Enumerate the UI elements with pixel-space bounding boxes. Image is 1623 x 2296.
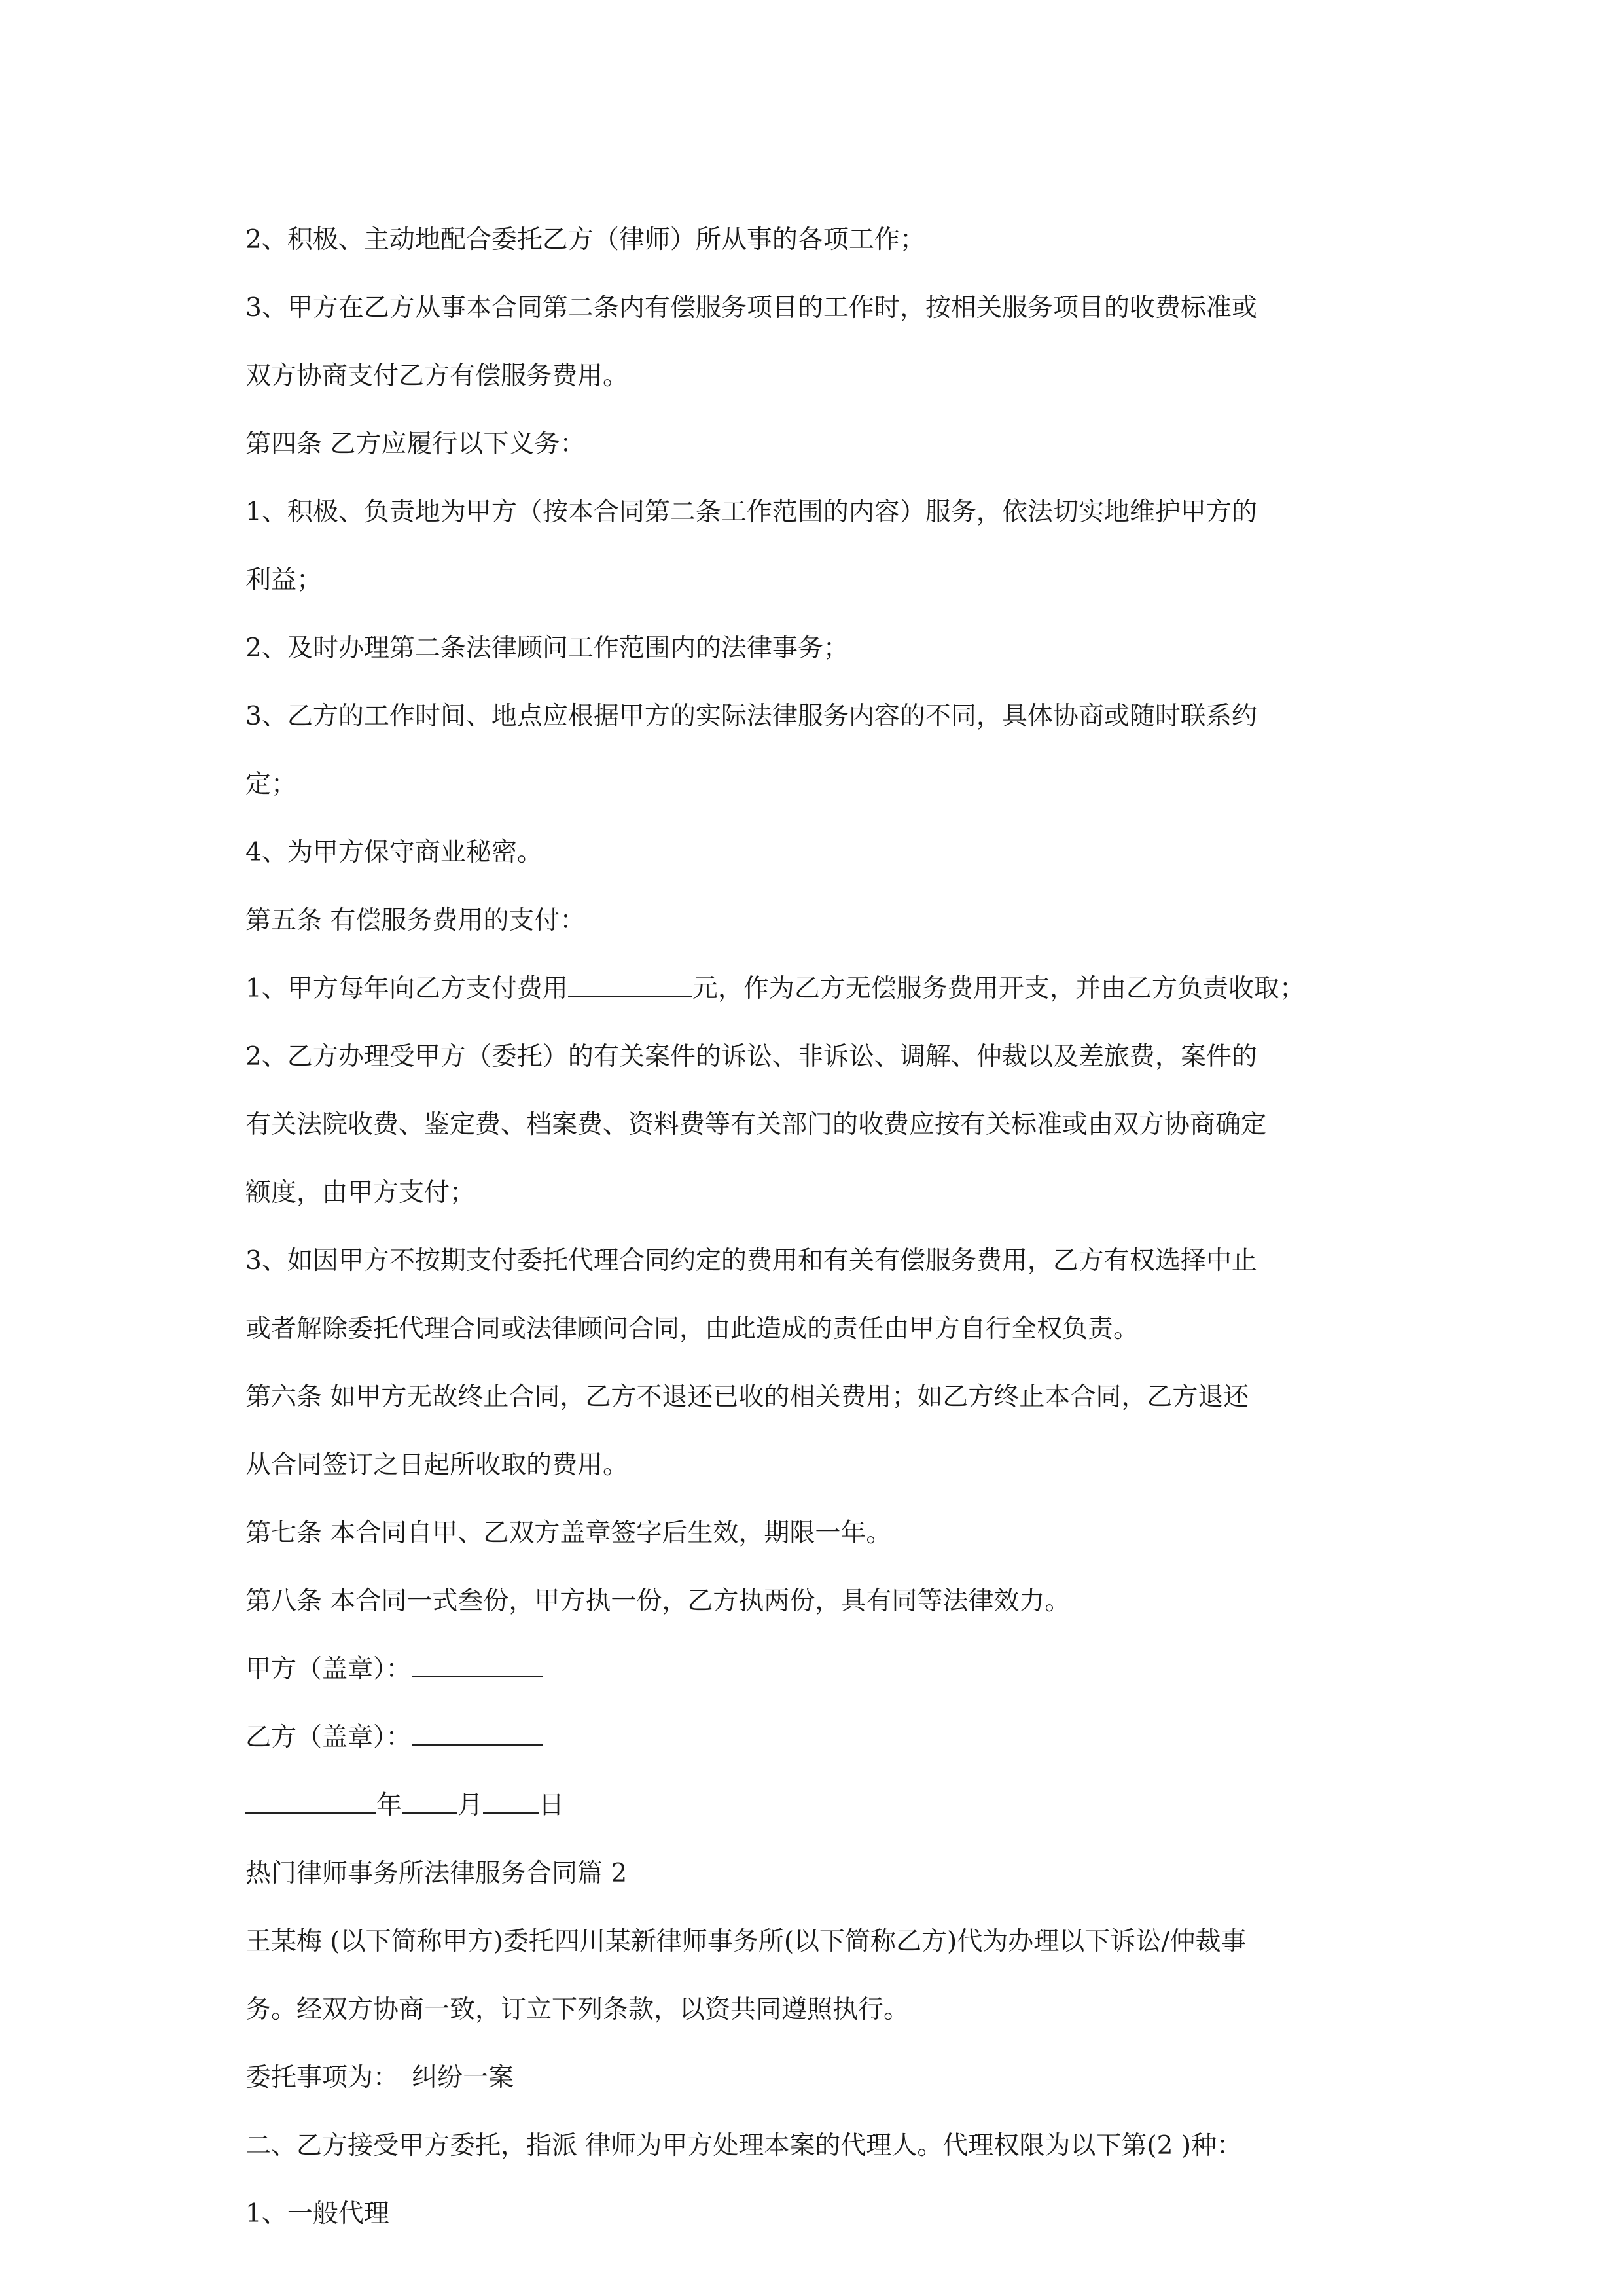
paragraph-line: 3、甲方在乙方从事本合同第二条内有偿服务项目的工作时，按相关服务项目的收费标准或: [245, 293, 1257, 323]
document-page: [245, 206, 1384, 2248]
paragraph-line: 务。经双方协商一致，订立下列条款，以资共同遵照执行。: [245, 1995, 910, 2024]
paragraph-line: 利益；: [245, 565, 323, 595]
paragraph-line: 额度，由甲方支付；: [245, 1178, 476, 1208]
paragraph-line: 4、为甲方保守商业秘密。: [245, 838, 543, 867]
paragraph-line: 有关法院收费、鉴定费、档案费、资料费等有关部门的收费应按有关标准或由双方协商确定: [245, 1110, 1267, 1139]
matter-line: [245, 2044, 1384, 2112]
month-blank: [402, 1789, 457, 1814]
paragraph-line: 2、乙方办理受甲方（委托）的有关案件的诉讼、非诉讼、调解、仲裁以及差旅费，案件的: [245, 1042, 1257, 1071]
paragraph-line: 2、及时办理第二条法律顾问工作范围内的法律事务；: [245, 634, 849, 663]
article-6-line: 第六条 如甲方无故终止合同，乙方不退还已收的相关费用；如乙方终止本合同，乙方退还: [245, 1382, 1249, 1412]
paragraph-line: 3、如因甲方不按期支付委托代理合同约定的费用和有关有偿服务费用，乙方有权选择中止: [245, 1246, 1257, 1276]
article-8-line: 第八条 本合同一式叁份，甲方执一份，乙方执两份，具有同等法律效力。: [245, 1587, 1071, 1616]
article-5-heading: 第五条 有偿服务费用的支付：: [245, 906, 586, 935]
matter-label: 委托事项为：: [245, 2063, 399, 2092]
paragraph-line: 1、一般代理: [245, 2199, 389, 2229]
matter-value: 纠纷一案: [412, 2063, 514, 2092]
fee-line-suffix: 元，作为乙方无偿服务费用开支，并由乙方负责收取；: [692, 974, 1305, 1003]
year-blank: [245, 1789, 376, 1814]
party-a-label: 甲方（盖章）：: [245, 1655, 412, 1684]
party-b-label: 乙方（盖章）：: [245, 1723, 412, 1752]
fee-line: [245, 955, 1384, 1023]
party-b-blank: [412, 1721, 543, 1746]
paragraph-line: 2、积极、主动地配合委托乙方（律师）所从事的各项工作；: [245, 225, 925, 255]
day-blank: [483, 1789, 539, 1814]
paragraph-line: 3、乙方的工作时间、地点应根据甲方的实际法律服务内容的不同，具体协商或随时联系约: [245, 702, 1257, 731]
paragraph-line: 或者解除委托代理合同或法律顾问合同，由此造成的责任由甲方自行全权负责。: [245, 1314, 1139, 1344]
paragraph-line: 从合同签订之日起所收取的费用。: [245, 1450, 629, 1480]
paragraph-line: 王某梅 (以下简称甲方)委托四川某新律师事务所(以下简称乙方)代为办理以下诉讼/仲裁事: [245, 1927, 1247, 1956]
day-label: 日: [539, 1791, 565, 1820]
paragraph-line: 二、乙方接受甲方委托，指派 律师为甲方处理本案的代理人。代理权限为以下第(2 )种：: [245, 2131, 1243, 2161]
date-line: [245, 1772, 1384, 1840]
article-7-line: 第七条 本合同自甲、乙双方盖章签字后生效，期限一年。: [245, 1518, 892, 1548]
paragraph-line: 双方协商支付乙方有偿服务费用。: [245, 361, 629, 391]
paragraph-line: 1、积极、负责地为甲方（按本合同第二条工作范围的内容）服务，依法切实地维护甲方的: [245, 497, 1257, 527]
fee-amount-blank: [568, 972, 692, 997]
year-label: 年: [376, 1791, 402, 1820]
party-a-signature: [245, 1636, 1384, 1704]
fee-line-prefix: 1、甲方每年向乙方支付费用: [245, 974, 568, 1003]
party-b-signature: [245, 1704, 1384, 1772]
section-title: 热门律师事务所法律服务合同篇 2: [245, 1859, 628, 1888]
paragraph-line: 定；: [245, 770, 297, 799]
article-4-heading: 第四条 乙方应履行以下义务：: [245, 429, 586, 459]
party-a-blank: [412, 1653, 543, 1677]
month-label: 月: [457, 1791, 484, 1820]
